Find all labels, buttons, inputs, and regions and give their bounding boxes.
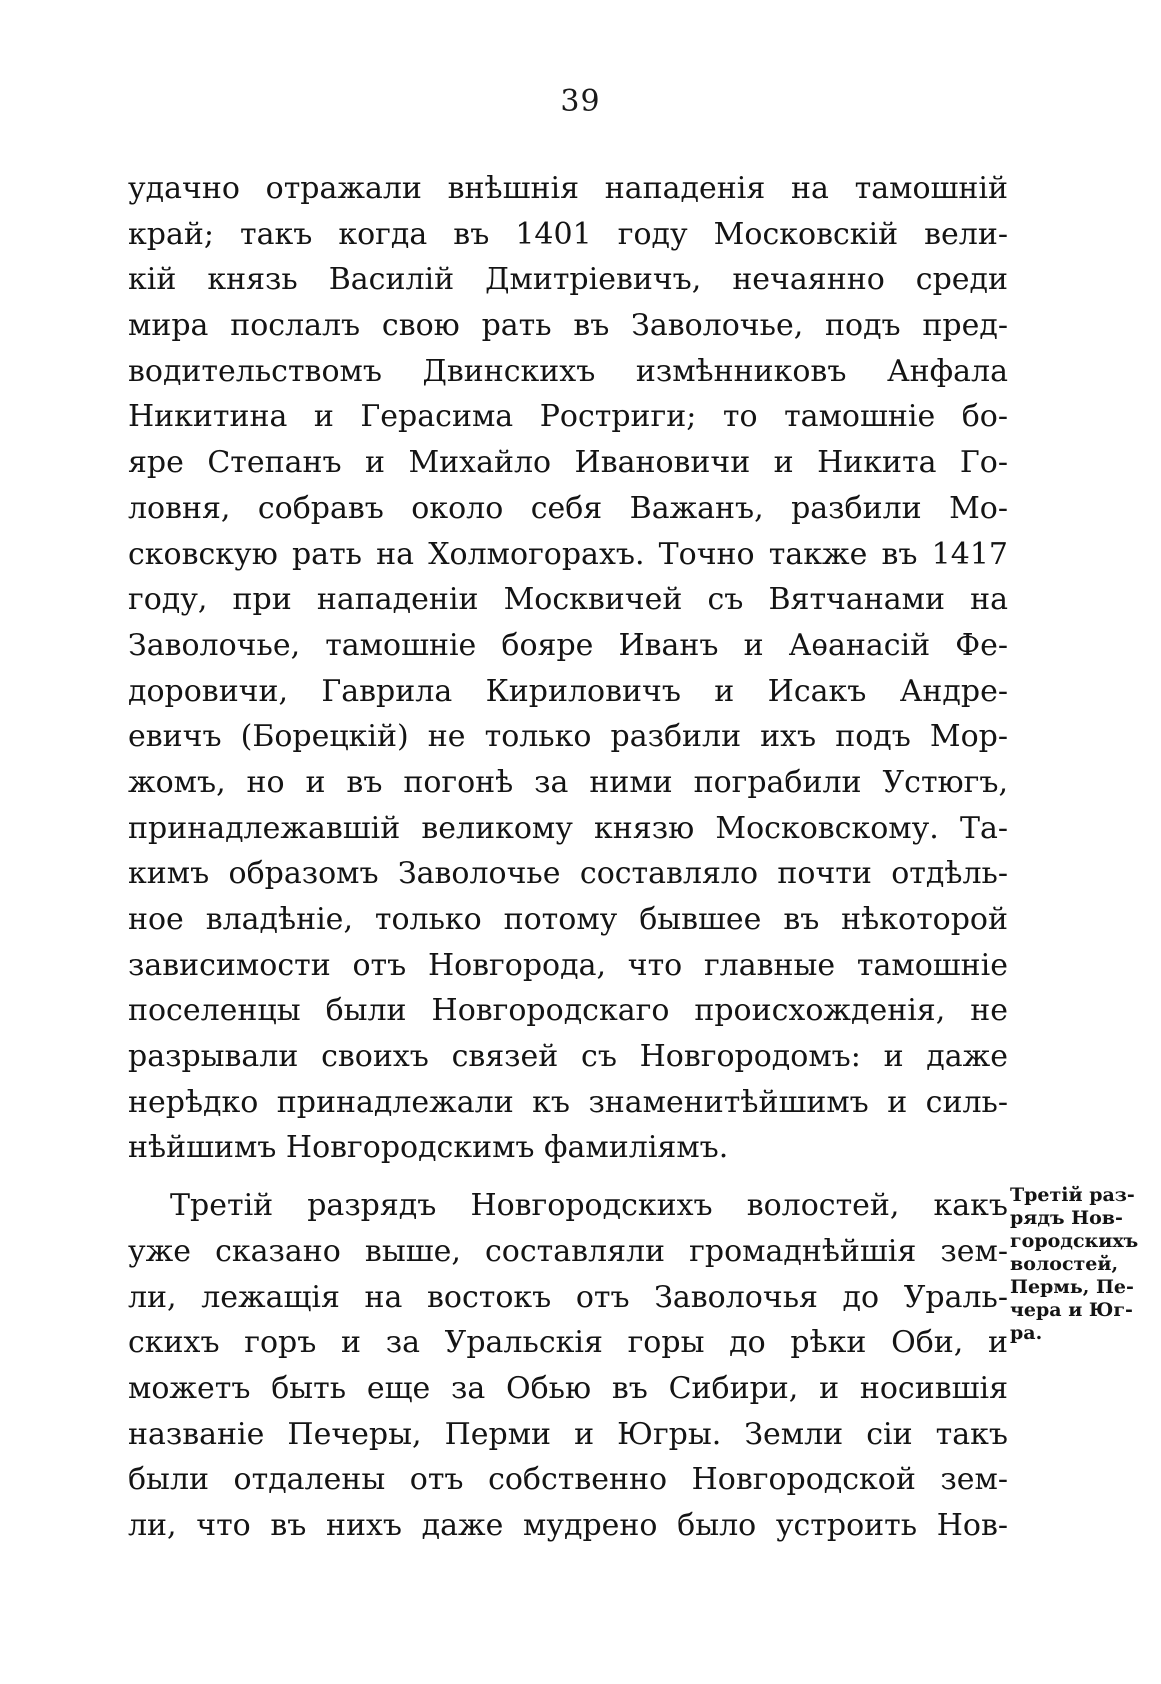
text-line: ловня, собравъ около себя Важанъ, разбили Мо- (128, 490, 1008, 526)
marginal-note (1010, 1184, 1160, 1345)
text-line: поселенцы были Новгородскаго происхожденія, не (128, 993, 1008, 1029)
text-line: были отдалены отъ собственно Новгородской зем- (128, 1462, 1008, 1498)
text-line: доровичи, Гаврила Кириловичъ и Исакъ Андре- (128, 673, 1008, 709)
marginal-note-line: Третій раз- (1010, 1184, 1135, 1206)
text-line: Третій разрядъ Новгородскихъ волостей, какъ (170, 1188, 1008, 1224)
text-line: ли, лежащія на востокъ отъ Заволочья до Ураль- (128, 1279, 1008, 1315)
marginal-note-line: чера и Юг- (1010, 1299, 1133, 1321)
paragraph (128, 1183, 1008, 1549)
text-line: водительствомъ Двинскихъ измѣнниковъ Анфала (128, 353, 1008, 389)
marginal-note-line: ра. (1010, 1322, 1043, 1344)
marginal-note-line: волостей, (1010, 1253, 1119, 1275)
text-line: край; такъ когда въ 1401 году Московскій вели- (128, 216, 1008, 252)
text-line: скихъ горъ и за Уральскія горы до рѣки Оби, и (128, 1325, 1008, 1361)
text-line: Заволочье, тамошніе бояре Иванъ и Аѳанасій Фе- (128, 627, 1008, 663)
text-line: нерѣдко принадлежали къ знаменитѣйшимъ и силь- (128, 1084, 1008, 1120)
text-line: ное владѣніе, только потому бывшее въ нѣкоторой (128, 902, 1008, 937)
text-line: разрывали своихъ связей съ Новгородомъ: и даже (128, 1039, 1008, 1075)
paragraph (128, 166, 1008, 1171)
marginal-note-line: Пермь, Пе- (1010, 1276, 1134, 1298)
text-line: кимъ образомъ Заволочье составляло почти отдѣль- (128, 856, 1008, 892)
text-line: году, при нападеніи Москвичей съ Вятчанами на (128, 582, 1008, 618)
marginal-note-line: городскихъ (1010, 1230, 1139, 1252)
page-number: 39 (560, 84, 601, 119)
text-line: нѣйшимъ Новгородскимъ фамиліямъ. (128, 1130, 729, 1166)
text-line: евичъ (Борецкій) не только разбили ихъ подъ Мор- (128, 719, 1008, 755)
text-line: принадлежавшій великому князю Московскому. Та- (128, 810, 1008, 846)
text-line: можетъ быть еще за Обью въ Сибири, и носившія (128, 1370, 1008, 1406)
text-line: названіе Печеры, Перми и Югры. Земли сіи такъ (128, 1416, 1008, 1452)
text-line: удачно отражали внѣшнія нападенія на тамошній (128, 171, 1008, 206)
text-line: зависимости отъ Новгорода, что главные тамошніе (128, 947, 1008, 983)
text-line: ли, что въ нихъ даже мудрено было устроить Нов- (128, 1507, 1008, 1543)
text-line: мира послалъ свою рать въ Заволочье, подъ пред- (128, 308, 1008, 344)
text-line: сковскую рать на Холмогорахъ. Точно также въ 1417 (128, 536, 1008, 572)
text-line: Никитина и Герасима Ростриги; то тамошніе бо- (128, 399, 1008, 435)
main-text (128, 166, 1008, 1549)
text-line: яре Степанъ и Михайло Ивановичи и Никита Го- (128, 445, 1008, 481)
text-line: кій князь Василій Дмитріевичъ, нечаянно среди (128, 262, 1008, 298)
text-line: уже сказано выше, составляли громаднѣйшія зем- (128, 1233, 1008, 1269)
text-line: жомъ, но и въ погонѣ за ними пограбили Устюгъ, (128, 764, 1008, 800)
marginal-note-line: рядъ Нов- (1010, 1207, 1123, 1229)
